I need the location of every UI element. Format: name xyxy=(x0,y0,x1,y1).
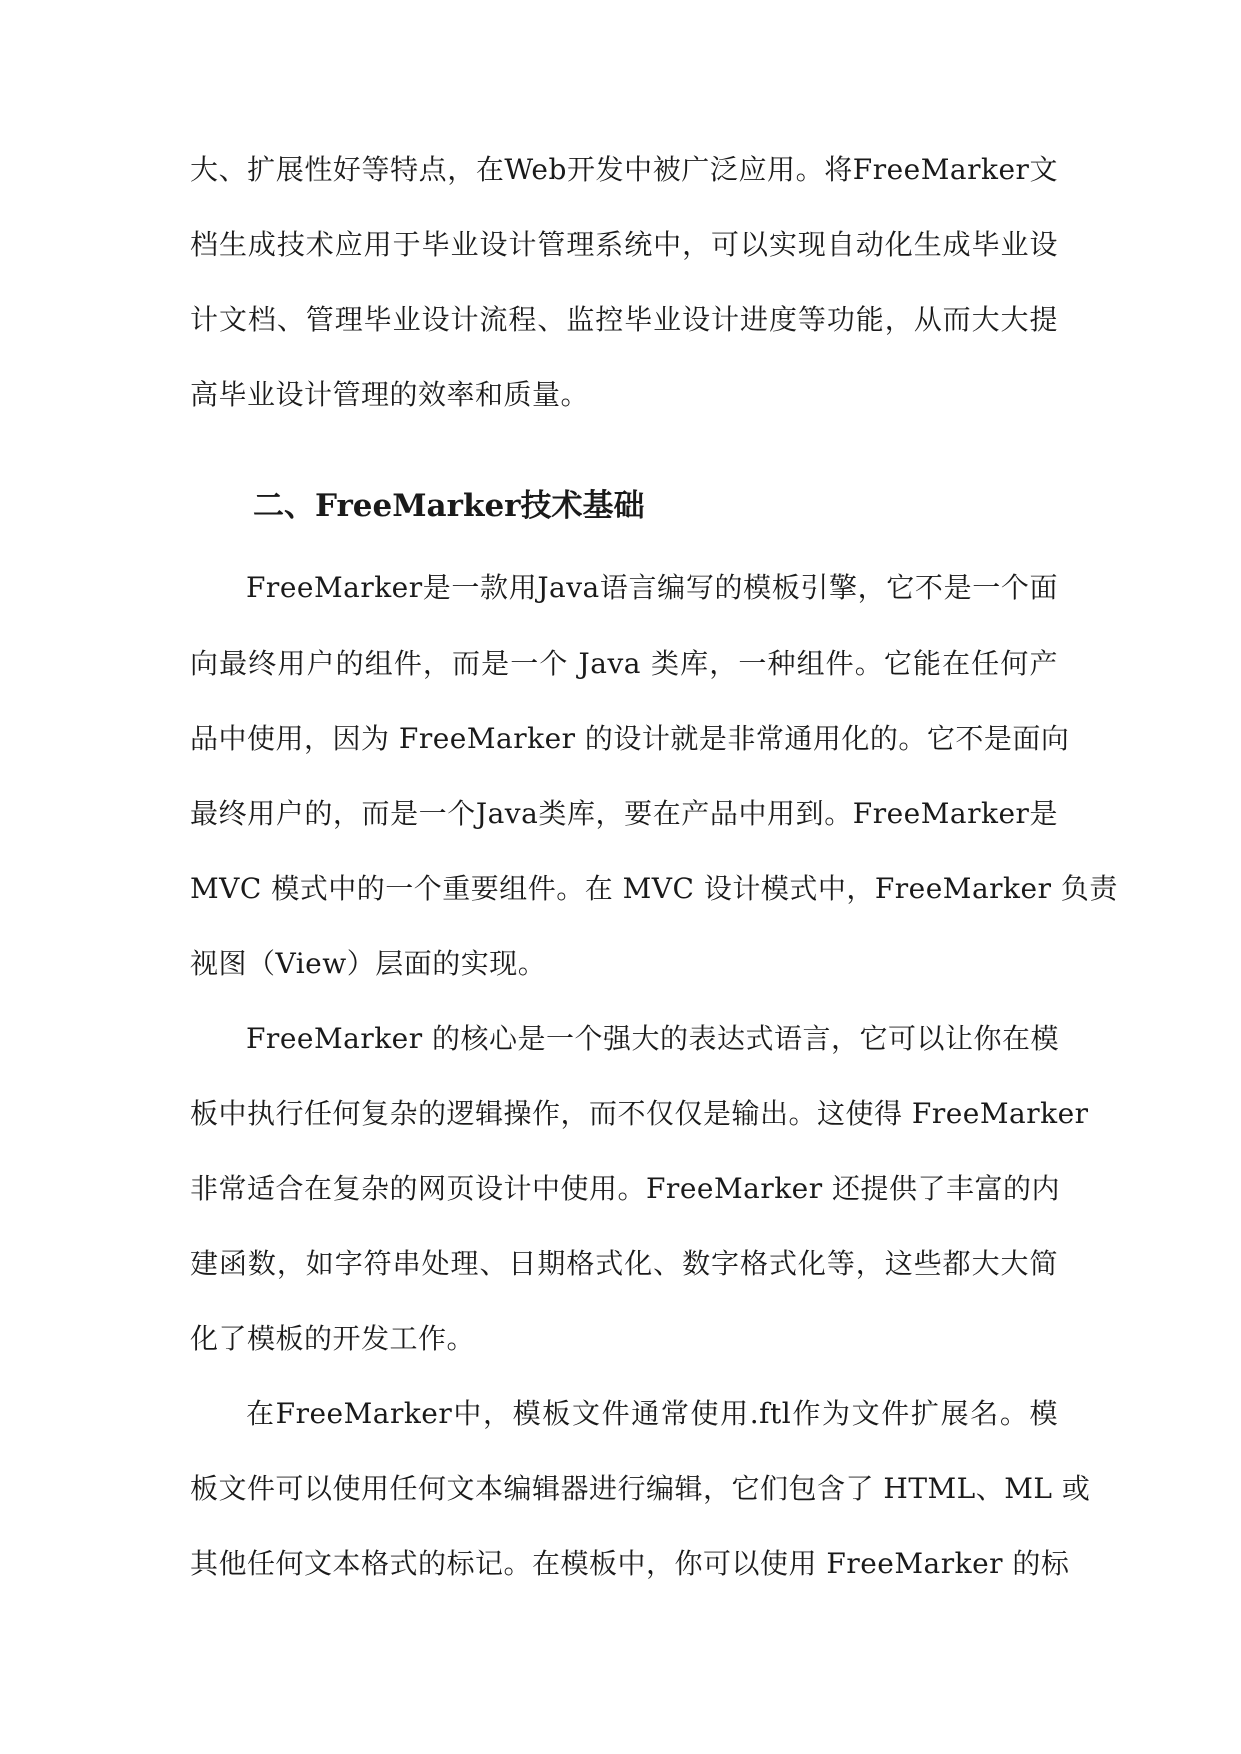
paragraph-line: 大、扩展性好等特点，在Web开发中被广泛应用。将FreeMarker文 xyxy=(190,153,1058,186)
paragraph-line: 其他任何文本格式的标记。在模板中，你可以使用 FreeMarker 的标 xyxy=(190,1547,1070,1580)
paragraph-line: 计文档、管理毕业设计流程、监控毕业设计进度等功能，从而大大提 xyxy=(190,303,1058,336)
paragraph-line: MVC 模式中的一个重要组件。在 MVC 设计模式中，FreeMarker 负责 xyxy=(190,872,1118,905)
paragraph-line: 化了模板的开发工作。 xyxy=(190,1322,476,1355)
paragraph-line: 档生成技术应用于毕业设计管理系统中，可以实现自动化生成毕业设 xyxy=(190,228,1058,261)
paragraph-line: 向最终用户的组件，而是一个 Java 类库，一种组件。它能在任何产 xyxy=(190,647,1058,680)
paragraph-line: 高毕业设计管理的效率和质量。 xyxy=(190,378,590,411)
paragraph-line: 板中执行任何复杂的逻辑操作，而不仅仅是输出。这使得 FreeMarker xyxy=(190,1097,1089,1130)
paragraph-line: FreeMarker是一款用Java语言编写的模板引擎，它不是一个面 xyxy=(246,571,1058,604)
paragraph-line: 板文件可以使用任何文本编辑器进行编辑，它们包含了 HTML、ML 或 xyxy=(190,1472,1091,1505)
paragraph-line: FreeMarker 的核心是一个强大的表达式语言，它可以让你在模 xyxy=(246,1022,1060,1055)
paragraph-line: 最终用户的，而是一个Java类库，要在产品中用到。FreeMarker是 xyxy=(190,797,1058,830)
paragraph-line: 非常适合在复杂的网页设计中使用。FreeMarker 还提供了丰富的内 xyxy=(190,1172,1061,1205)
paragraph-line: 品中使用，因为 FreeMarker 的设计就是非常通用化的。它不是面向 xyxy=(190,722,1070,755)
paragraph-line: 建函数，如字符串处理、日期格式化、数字格式化等，这些都大大简 xyxy=(190,1247,1058,1280)
paragraph-line: 在FreeMarker中，模板文件通常使用.ftl作为文件扩展名。模 xyxy=(246,1397,1058,1430)
section-heading: 二、FreeMarker技术基础 xyxy=(253,488,645,524)
paragraph-line: 视图（View）层面的实现。 xyxy=(190,947,547,980)
